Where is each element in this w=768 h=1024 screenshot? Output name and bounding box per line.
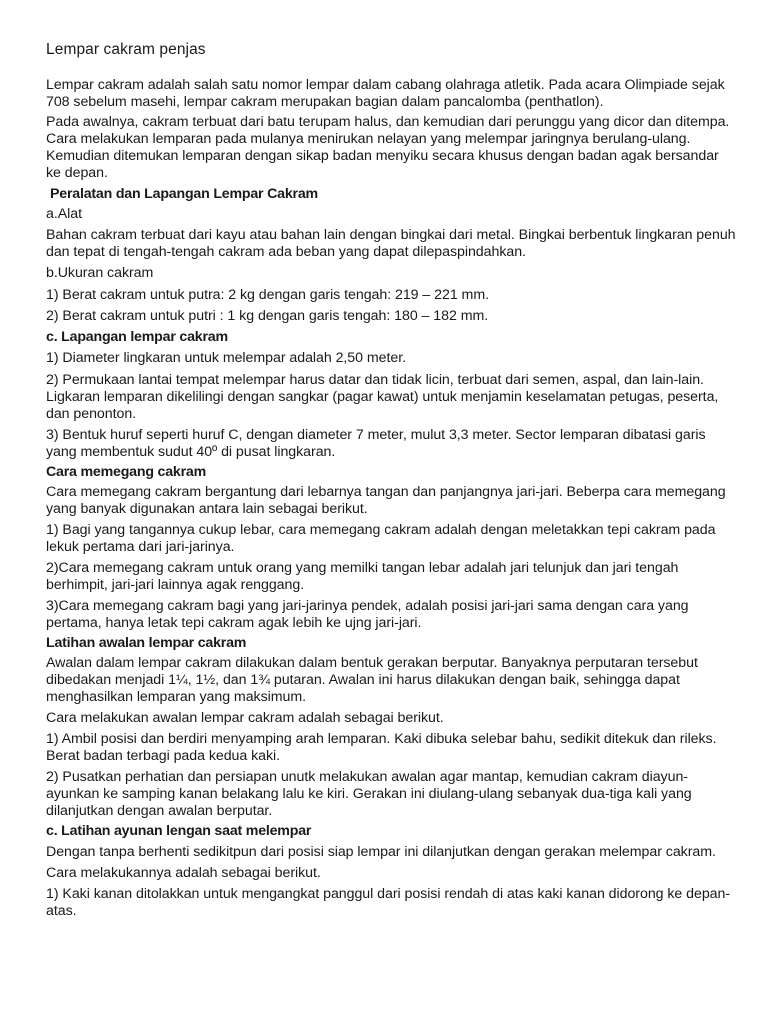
list-item-grip-2: 2)Cara memegang cakram untuk orang yang memilki tangan lebar adalah jari telunjuk dan jari tengah berhimpit, jari-jari lainnya agak renggang. (46, 560, 679, 593)
list-item-field-1: 1) Diameter lingkaran untuk melempar adalah 2,50 meter. (46, 350, 407, 366)
heading-equipment: Peralatan dan Lapangan Lempar Cakram (50, 186, 318, 202)
paragraph-arm-swing-intro: Dengan tanpa berhenti sedikitpun dari posisi siap lempar ini dilanjutkan dengan gerakan melempar cakram. (46, 844, 716, 860)
list-item-approach-2: 2) Pusatkan perhatian dan persiapan unutk melakukan awalan agar mantap, kemudian cakram diayun-ayunkan ke samping kanan belakang lalu ke kiri. Gerakan ini diulang-ulang sebanyak dua-tiga kali yang dilanjutkan dengan awalan berputar. (46, 769, 692, 819)
list-item-field-3: 3) Bentuk huruf seperti huruf C, dengan diameter 7 meter, mulut 3,3 meter. Sector lemparan dibatasi garis yang membentuk sudut 40º di pusat lingkaran. (46, 427, 706, 460)
list-item-arm-swing-1: 1) Kaki kanan ditolakkan untuk mengangkat panggul dari posisi rendah di atas kaki kanan didorong ke depan-atas. (46, 886, 731, 919)
heading-grip: Cara memegang cakram (46, 464, 207, 480)
list-item-grip-3: 3)Cara memegang cakram bagi yang jari-jarinya pendek, adalah posisi jari-jari sama dengan cara yang pertama, hanya letak tepi cakram agak lebih ke ujng jari-jari. (46, 598, 689, 631)
list-item-field-2: 2) Permukaan lantai tempat melempar harus datar dan tidak licin, terbuat dari semen, aspal, dan lain-lain. Ligkaran lemparan dikelilingi dengan sangkar (pagar kawat) untuk menjamin keselamatan petugas, peserta, dan penonton. (46, 372, 719, 422)
list-item-grip-1: 1) Bagi yang tangannya cukup lebar, cara memegang cakram adalah dengan meletakkan tepi cakram pada lekuk pertama dari jari-jarinya. (46, 522, 716, 555)
heading-arm-swing: c. Latihan ayunan lengan saat melempar (46, 823, 312, 839)
paragraph-size-label: b.Ukuran cakram (46, 265, 154, 281)
document-page (46, 40, 736, 923)
paragraph-approach-how: Cara melakukan awalan lempar cakram adalah sebagai berikut. (46, 710, 444, 726)
paragraph-grip-intro: Cara memegang cakram bergantung dari lebarnya tangan dan panjangnya jari-jari. Beberpa cara memegang yang banyak digunakan antara lain sebagai berikut. (46, 484, 726, 517)
heading-field: c. Lapangan lempar cakram (46, 329, 228, 345)
paragraph-approach-intro: Awalan dalam lempar cakram dilakukan dalam bentuk gerakan berputar. Banyaknya perputaran tersebut dibedakan menjadi 1¼, 1½, dan 1¾ putaran. Awalan ini harus dilakukan dengan baik, sehingga dapat menghasilkan lemparan yang maksimum. (46, 655, 698, 705)
list-item-size-men: 1) Berat cakram untuk putra: 2 kg dengan garis tengah: 219 – 221 mm. (46, 287, 489, 303)
paragraph-history: Pada awalnya, cakram terbuat dari batu terupam halus, dan kemudian dari perunggu yang dicor dan ditempa. Cara melakukan lemparan pada mulanya menirukan nelayan yang melempar jaringnya berulang-ulang. Kemudian ditemukan lemparan dengan sikap badan menyiku secara khusus dengan badan agak bersandar ke depan. (46, 114, 730, 181)
paragraph-tool-desc: Bahan cakram terbuat dari kayu atau bahan lain dengan bingkai dari metal. Bingkai berbentuk lingkaran penuh dan tepat di tengah-tengah cakram ada beban yang dapat dilepaspindahkan. (46, 227, 736, 260)
paragraph-arm-swing-how: Cara melakukannya adalah sebagai berikut. (46, 865, 321, 881)
list-item-approach-1: 1) Ambil posisi dan berdiri menyamping arah lemparan. Kaki dibuka selebar bahu, sedikit ditekuk dan rileks. Berat badan terbagi pada kedua kaki. (46, 731, 717, 764)
paragraph-intro: Lempar cakram adalah salah satu nomor lempar dalam cabang olahraga atletik. Pada acara Olimpiade sejak 708 sebelum masehi, lempar cakram merupakan bagian dalam pancalomba (penthatlon). (46, 77, 725, 110)
list-item-size-women: 2) Berat cakram untuk putri : 1 kg dengan garis tengah: 180 – 182 mm. (46, 308, 489, 324)
document-title: Lempar cakram penjas (46, 41, 206, 58)
heading-approach: Latihan awalan lempar cakram (46, 635, 247, 651)
paragraph-tool-label: a.Alat (46, 206, 82, 222)
